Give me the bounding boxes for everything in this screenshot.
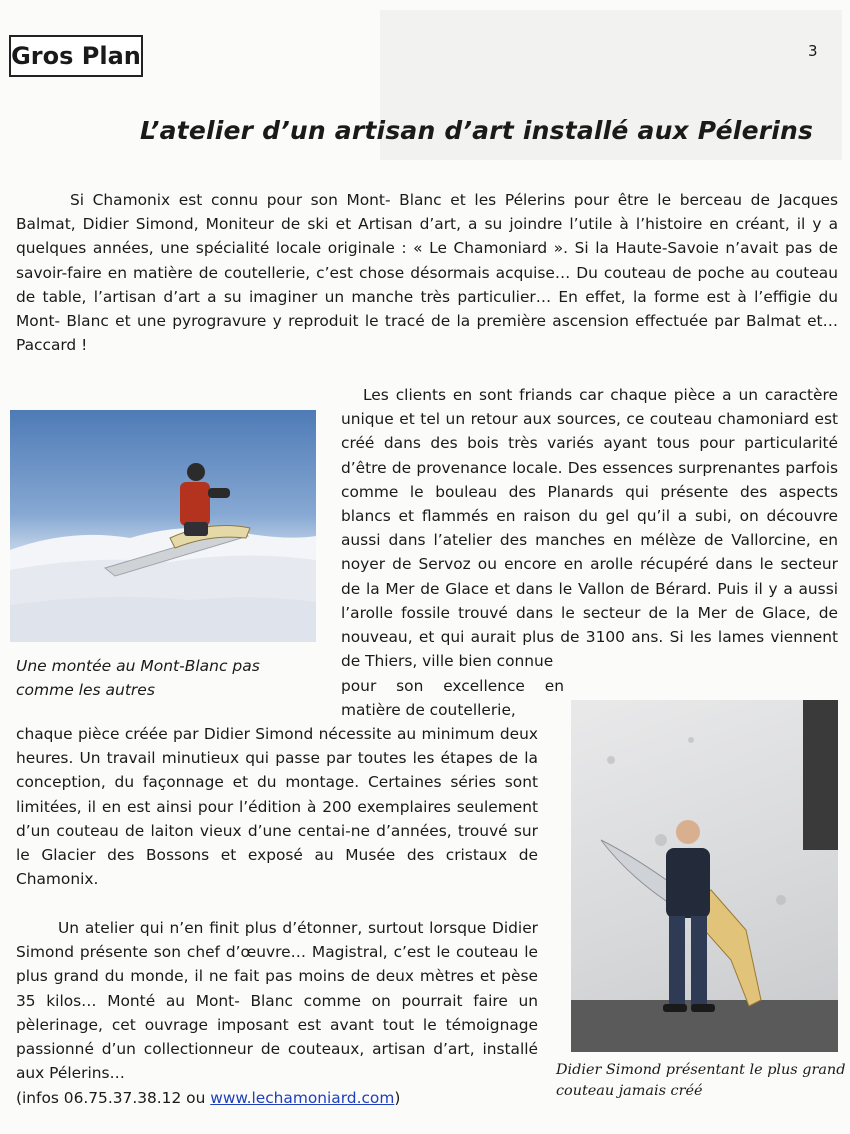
paragraph-craft: chaque pièce créée par Didier Simond nécessite au minimum deux heures. Un travail minutieux qui passe par toutes les étapes de la conception, du façonnage et du montage. Certaines séries sont limitées, il en est ainsi pour l’édition à 200 exemplaires seulement d’un couteau de laiton vieux d’une centai-ne d’années, trouvé sur le Glacier des Bossons et exposé au Musée des cristaux de Chamonix. <box>16 725 538 889</box>
photo-caption-2: Didier Simond présentant le plus grand couteau jamais créé <box>556 1062 846 1099</box>
snow-summit-illustration <box>10 410 316 642</box>
giant-knife-photo <box>571 700 838 1052</box>
page-number: 3 <box>808 42 818 60</box>
paragraph-intro: Si Chamonix est connu pour son Mont- Blanc et les Pélerins pour être le berceau de Jacques Balmat, Didier Simond, Moniteur de ski et Artisan d’art, a su joindre l’utile à l’histoire en créant, il y a quelques années, une spécialité locale originale : « Le Chamoniard ». Si la Haute-Savoie n’avait pas de savoir-faire en matière de coutellerie, c’est chose désormais acquise… Du couteau de poche au couteau de table, l’artisan d’art a su imaginer un manche très particulier… En effet, la forme est à l’effigie du Mont- Blanc et une pyrogravure y reproduit le tracé de la première ascension effectuée par Balmat et… Paccard ! <box>16 191 838 355</box>
giant-knife-illustration <box>571 700 838 1052</box>
section-label: Gros Plan <box>9 35 143 77</box>
paragraph-masterpiece: Un atelier qui n’en finit plus d’étonner, surtout lorsque Didier Simond présente son chef d’œuvre… Magistral, c’est le couteau le plus grand du monde, il ne fait pas moins de deux mètres et pèse 35 kilos… Monté au Mont- Blanc comme on pourrait faire un pèlerinage, cet ouvrage imposant est avant tout le témoignage passionné d’un collectionneur de couteaux, artisan d’art, installé aux Pélerins… <box>16 919 538 1083</box>
article-title: L’atelier d’un artisan d’art installé aux Pélerins <box>140 116 814 145</box>
mountain-summit-photo <box>10 410 316 642</box>
paragraph-clients-continued: pour son excellence en matière de coutellerie, <box>341 677 564 720</box>
paragraph-clients: Les clients en sont friands car chaque pièce a un caractère unique et tel un retour aux sources, ce couteau chamoniard est créé dans des bois très variés ayant tous pour particularité d’être de provenance locale. Des essences surprenantes parfois comme le bouleau des Planards qui présente des aspects blancs et flammés en raison du gel qu’il a subi, on découvre aussi dans l’atelier des manches en mélèze de Vallorcine, en noyer de Servoz ou encore en arolle récupéré dans le secteur de la Mer de Glace et dans le Vallon de Bérard. Puis il y a aussi l’arolle fossile trouvé dans le secteur de la Mer de Glace, de nouveau, et qui aurait plus de 3100 ans. Si les lames viennent de Thiers, ville bien connue <box>341 386 838 671</box>
contact-prefix: (infos 06.75.37.38.12 ou <box>16 1089 211 1107</box>
photo-caption-1: Une montée au Mont-Blanc pas comme les autres <box>16 657 260 699</box>
contact-info <box>16 1086 556 1110</box>
contact-suffix: ) <box>394 1089 401 1107</box>
website-link[interactable]: www.lechamoniard.com <box>210 1089 395 1107</box>
